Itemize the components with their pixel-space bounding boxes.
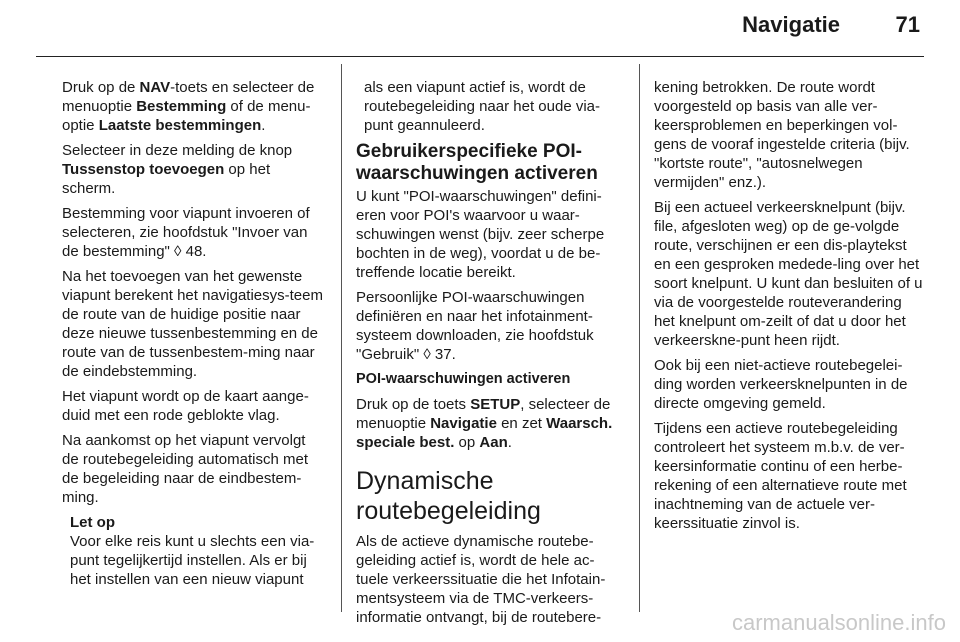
column-1	[62, 78, 326, 595]
section-heading: Gebruikerspecifieke POI-waarschuwingen activeren	[356, 141, 598, 184]
section-title: Navigatie	[742, 12, 840, 37]
paragraph: Na het toevoegen van het gewenste viapunt berekent het navigatiesys-teem de route van de huidige positie naar deze nieuwe tussenbestemming en de route van de tussenbestem-ming naar de eindebstemming.	[62, 268, 323, 380]
paragraph: U kunt "POI-waarschuwingen" defini-eren voor POI's waarvoor u waar-schuwingen wenst (bijv. zeer scherpe bochten in de weg), voordat u de be-treffende locatie bereikt.	[356, 188, 605, 281]
paragraph: Na aankomst op het viapunt vervolgt de routebegeleiding automatisch met de begeleiding naar de eindbestem-ming.	[62, 432, 308, 506]
column-2	[356, 78, 622, 633]
note-text: Voor elke reis kunt u slechts een via-punt tegelijkertijd instellen. Als er bij het instellen van een nieuw viapunt	[70, 533, 315, 588]
subsection-heading: POI-waarschuwingen activeren	[356, 371, 571, 387]
note-title: Let op	[70, 514, 115, 531]
paragraph: kening betrokken. De route wordt voorgesteld op basis van alle ver-keersproblemen en beperkingen vol-gens de vooraf ingestelde criteria (bijv. "kortste route", "autosnelwegen vermijden" enz.).	[654, 79, 910, 191]
note-continuation: als een viapunt actief is, wordt de routebegeleiding naar het oude via-punt geannuleerd.	[364, 79, 601, 134]
paragraph: Selecteer in deze melding de knop Tussenstop toevoegen op het scherm.	[62, 142, 293, 197]
paragraph: Het viapunt wordt op de kaart aange-duid met een rode geblokte vlag.	[62, 388, 309, 424]
note-box	[70, 513, 326, 589]
paragraph: Bij een actueel verkeersknelpunt (bijv. file, afgesloten weg) op de ge-volgde route, verschijnen er een dis-playtekst en een gesproken medede-ling over het soort knelpunt. U kunt dan besluiten of u via de voorgestelde routeverandering het knelpunt om-zeilt of dat u door het verkeerskne-punt heen rijdt.	[654, 199, 923, 349]
page-number: 71	[895, 12, 920, 37]
paragraph: Druk op de toets SETUP, selecteer de menuoptie Navigatie en zet Waarsch. speciale best. op Aan.	[356, 396, 613, 451]
paragraph: Druk op de NAV-toets en selecteer de menuoptie Bestemming of de menu-optie Laatste bestemmingen.	[62, 79, 315, 134]
paragraph: Ook bij een niet-actieve routebegelei-ding worden verkeersknelpunten in de directe omgeving gemeld.	[654, 357, 908, 412]
watermark: carmanualsonline.info	[731, 610, 946, 635]
header-rule	[36, 56, 924, 57]
paragraph: Bestemming voor viapunt invoeren of selecteren, zie hoofdstuk "Invoer van de bestemming" ◊ 48.	[62, 205, 310, 260]
paragraph: Persoonlijke POI-waarschuwingen definiëren en naar het infotainment-systeem downloaden, zie hoofdstuk "Gebruik" ◊ 37.	[356, 289, 594, 363]
page-header	[0, 0, 960, 64]
paragraph: Tijdens een actieve routebegeleiding controleert het systeem m.b.v. de ver-keersinformatie continu of een herbe-rekening of een alternatieve route met inachtneming van de actuele ver-keerssituatie zinvol is.	[654, 420, 907, 532]
column-3	[654, 78, 924, 539]
chapter-heading: Dynamische routebegeleiding	[356, 467, 541, 525]
paragraph: Als de actieve dynamische routebe-geleiding actief is, wordt de hele ac-tuele verkeerssituatie die het Infotain-mentsysteem via de TMC-verkeers-informatie ontvangt, bij de routebere-	[356, 533, 606, 626]
column-divider	[639, 64, 640, 612]
column-divider	[341, 64, 342, 612]
